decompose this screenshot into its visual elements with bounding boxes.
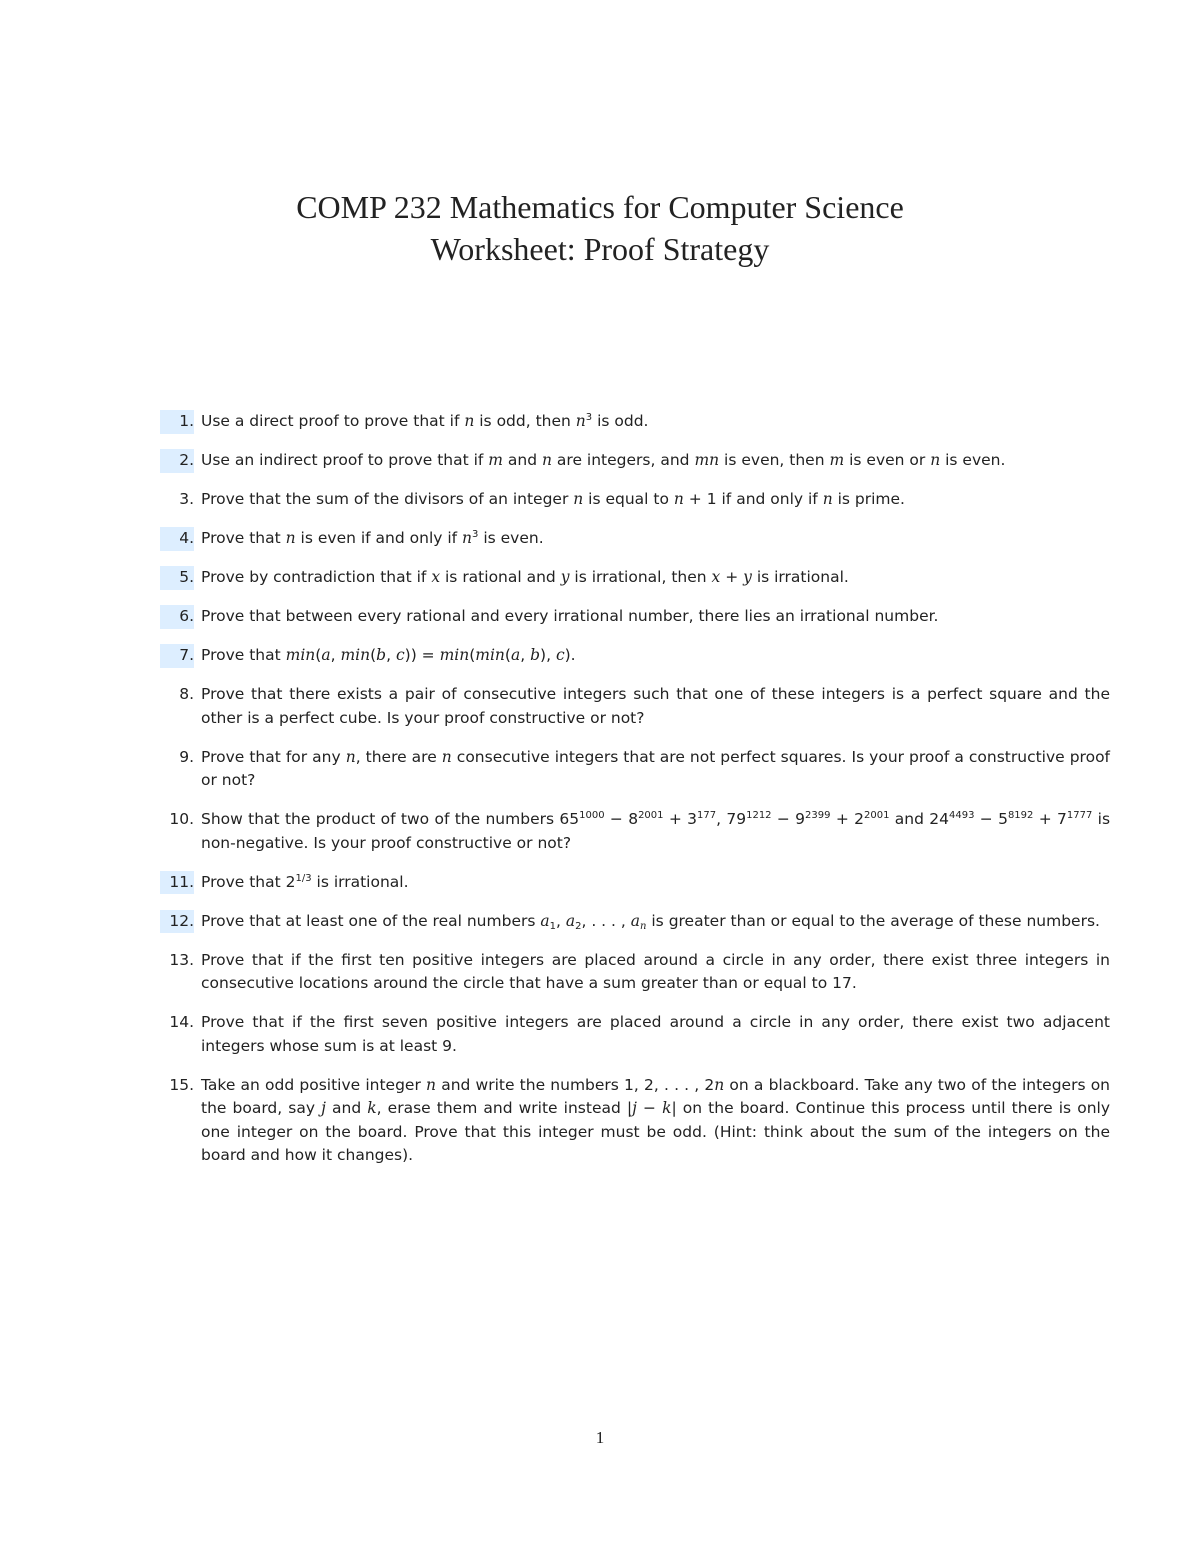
problem-5 [160, 566, 1110, 590]
problem-text: Use an indirect proof to prove that if m and n are integers, and mn is even, then m is even or n is even. [201, 451, 1006, 469]
problem-text: Prove that at least one of the real numbers $a_1$, $a_2$, . . . , $a_n$ is greater than or equal to the average of these numbers. [201, 911, 1100, 932]
problem-12 [160, 910, 1110, 934]
problem-1 [160, 410, 1110, 434]
problem-text: Prove that there exists a pair of consecutive integers such that one of these integers is a perfect square and the other is a perfect cube. Is your proof constructive or not? [201, 685, 1110, 727]
problem-number: 13. [169, 950, 194, 969]
page-number: 1 [595, 1428, 605, 1447]
problem-11 [160, 871, 1110, 895]
problem-text: Prove that $2^{1/3}$ is irrational. [201, 872, 409, 891]
problem-text: Prove that if the first ten positive integers are placed around a circle in any order, there exist three integers in consecutive locations around the circle that have a sum greater than or equal to 17. [201, 950, 1110, 992]
problem-6 [160, 605, 1110, 629]
problem-8 [160, 683, 1110, 730]
problem-text: Prove that for any n, there are n consecutive integers that are not perfect squares. Is your proof a constructive proof or not? [201, 747, 1111, 789]
problem-text: Show that the product of two of the numbers $65^{1000} - 8^{2001} + 3^{177}$, $79^{1212} - 9^{2399} + 2^{2001}$ and $24^{4493} - 5^{8192} + 7^{1777}$ is non-negative. Is your proof constructive or not? [201, 810, 1111, 852]
problem-3 [160, 488, 1110, 512]
problem-text: Prove that between every rational and every irrational number, there lies an irrational number. [201, 607, 939, 625]
problem-9 [160, 746, 1110, 793]
title-course: COMP 232 Mathematics for Computer Science [296, 189, 904, 225]
problem-number: 9. [179, 747, 194, 766]
problem-text: Prove that if the first seven positive integers are placed around a circle in any order, there exist two adjacent integers whose sum is at least 9. [201, 1013, 1110, 1055]
problem-number: 14. [169, 1013, 194, 1031]
problem-number: 7. [160, 644, 194, 668]
problem-2 [160, 449, 1110, 473]
problem-4 [160, 527, 1110, 551]
problem-10 [160, 808, 1110, 855]
problem-text: Prove that min(a, min(b, c)) = min(min(a, b), c). [201, 646, 576, 664]
problem-number: 3. [179, 490, 194, 508]
problem-number: 15. [169, 1075, 194, 1094]
problem-15 [160, 1074, 1110, 1168]
problem-text: Prove that the sum of the divisors of an integer n is equal to n + 1 if and only if n is prime. [201, 490, 905, 508]
problem-number: 12. [160, 910, 194, 934]
problem-number: 8. [179, 685, 194, 703]
title-worksheet: Worksheet: Proof Strategy [430, 231, 770, 267]
problem-text: Take an odd positive integer n and write the numbers 1, 2, . . . , 2n on a blackboard. Take any two of the integers on the board, say j and k, erase them and write instead |j − k| on the board. Continue this process until there is only one integer on the board. Prove that this integer must be odd. (Hint: think about the sum of the integers on the board and how it changes). [201, 1075, 1111, 1164]
problem-14 [160, 1011, 1110, 1058]
problem-7 [160, 644, 1110, 668]
problem-number: 2. [160, 449, 194, 473]
problem-number: 10. [169, 810, 194, 828]
problem-number: 1. [160, 410, 194, 434]
problem-text: Prove by contradiction that if x is rational and y is irrational, then x + y is irrational. [201, 568, 849, 586]
problem-text: Use a direct proof to prove that if n is odd, then $n^3$ is odd. [201, 412, 649, 430]
problem-number: 5. [160, 566, 194, 590]
problem-number: 6. [160, 605, 194, 629]
problem-number: 11. [160, 871, 194, 895]
problem-number: 4. [160, 527, 194, 551]
problem-text: Prove that n is even if and only if $n^3$ is even. [201, 529, 544, 547]
problem-13 [160, 949, 1110, 996]
document-title [0, 186, 1200, 270]
problem-list [160, 410, 1110, 1168]
